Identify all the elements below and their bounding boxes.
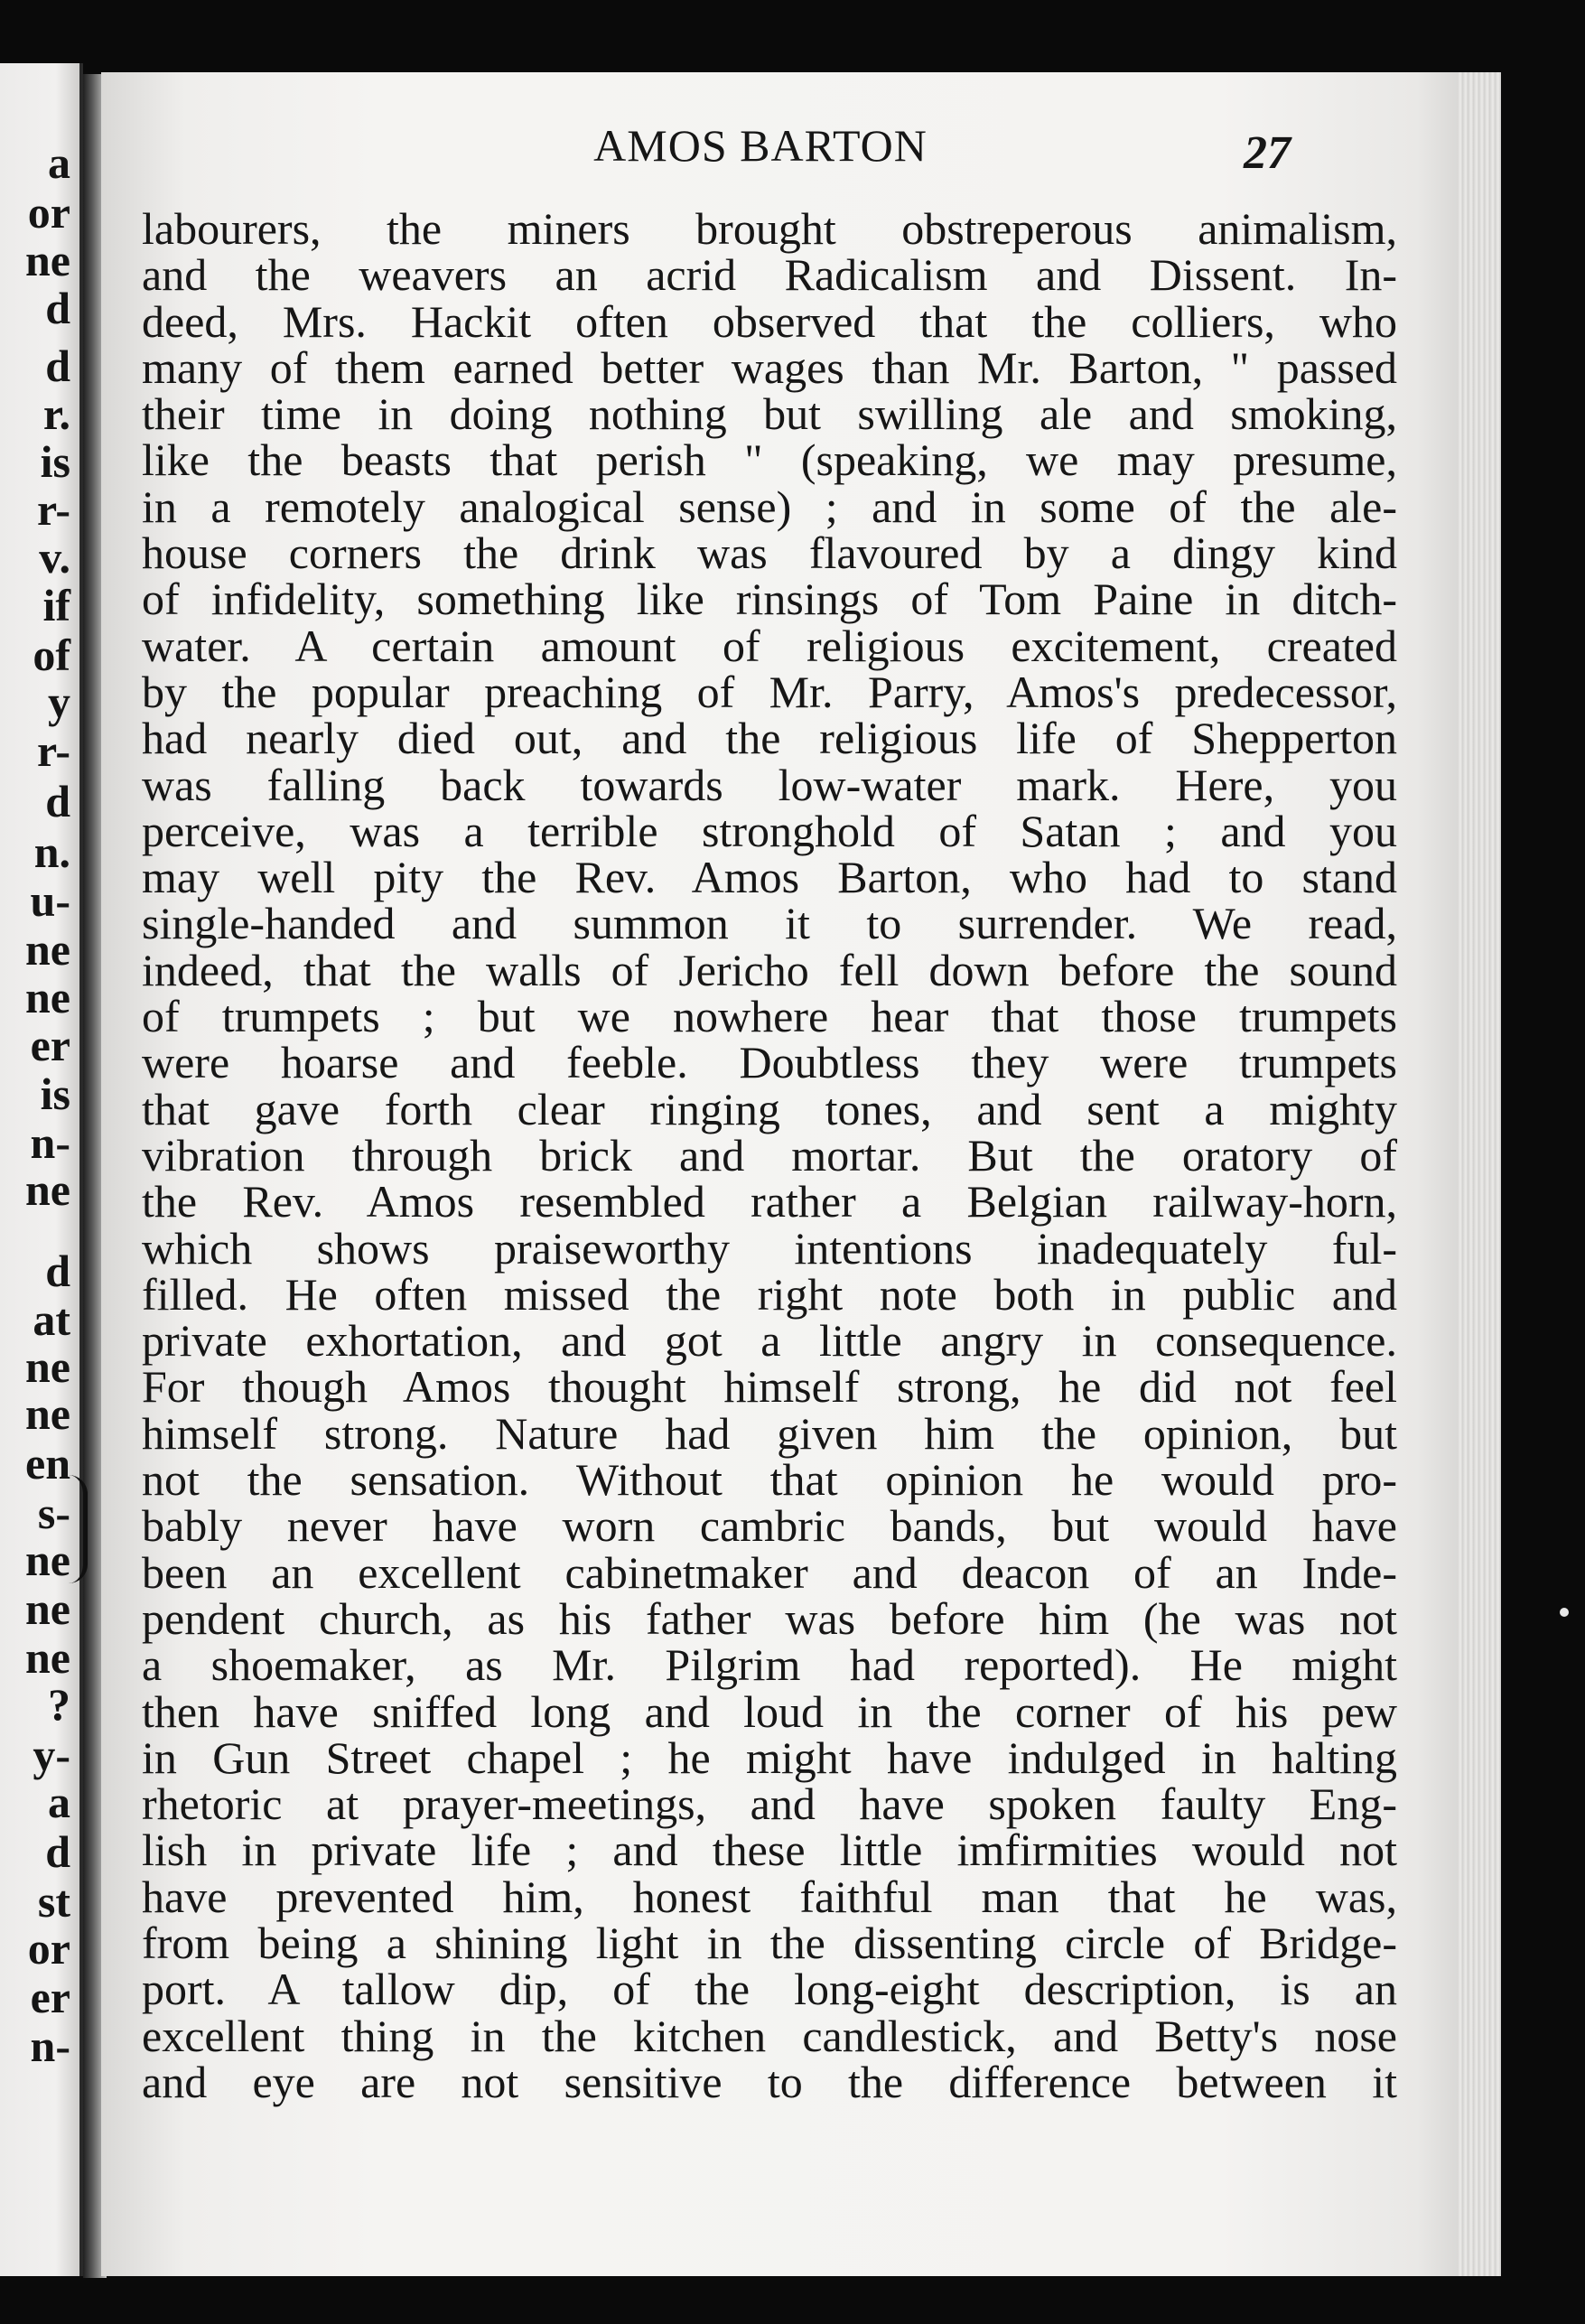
running-head: AMOS BARTON — [593, 120, 928, 171]
facing-page-fragment: ne — [25, 1583, 70, 1634]
facing-page-fragment: d — [45, 341, 70, 391]
facing-page-fragment: y — [48, 677, 70, 727]
body-text — [142, 203, 1397, 2107]
text-line: their time in doing nothing but swilling ale and smoking, — [142, 388, 1397, 440]
text-line: were hoarse and feeble. Doubtless they were trumpets — [142, 1037, 1397, 1088]
facing-page-fragment: of — [33, 630, 70, 680]
facing-page-fragment: d — [45, 283, 70, 333]
text-line: from being a shining light in the dissenting circle of Bridge- — [142, 1917, 1397, 1968]
page-number: 27 — [1244, 127, 1291, 179]
facing-page-fragment: n- — [30, 2021, 70, 2071]
text-line: labourers, the miners brought obstreperous animalism, — [142, 203, 1397, 254]
text-line: port. A tallow dip, of the long-eight description, is an — [142, 1964, 1397, 2015]
text-line: of infidelity, something like rinsings of Tom Paine in ditch- — [142, 574, 1397, 625]
facing-page-fragment: ne — [25, 1535, 70, 1585]
facing-page-fragment: s- — [37, 1488, 70, 1538]
facing-page-fragment: d — [45, 1826, 70, 1877]
facing-page-fragment: er — [30, 1972, 70, 2022]
scan-speck — [1560, 1608, 1569, 1617]
text-line: that gave forth clear ringing tones, and sent a mighty — [142, 1083, 1397, 1134]
text-line: of trumpets ; but we nowhere hear that those trumpets — [142, 991, 1397, 1042]
facing-page-fragment: or — [27, 187, 70, 238]
facing-page-fragment: ne — [25, 924, 70, 975]
text-line: vibration through brick and mortar. But the oratory of — [142, 1129, 1397, 1181]
facing-page-fragment: d — [45, 776, 70, 826]
text-line: like the beasts that perish " (speaking, we may presume, — [142, 434, 1397, 486]
text-line: house corners the drink was flavoured by a dingy kind — [142, 527, 1397, 579]
text-line: perceive, was a terrible stronghold of Satan ; and you — [142, 805, 1397, 856]
text-line: not the sensation. Without that opinion he would pro- — [142, 1454, 1397, 1506]
page-stack-edge — [1458, 72, 1501, 2276]
text-line: have prevented him, honest faithful man that he was, — [142, 1871, 1397, 1922]
facing-page-fragment: y- — [33, 1730, 70, 1780]
facing-page-fragment: a — [48, 137, 70, 188]
facing-page-fragment: a — [48, 1777, 70, 1827]
facing-page-fragment: r- — [37, 484, 70, 535]
text-line: pendent church, as his father was before him (he was not — [142, 1592, 1397, 1644]
text-line: filled. He often missed the right note both in public and — [142, 1268, 1397, 1320]
text-line: the Rev. Amos resembled rather a Belgian railway-horn, — [142, 1176, 1397, 1227]
facing-page-fragment: at — [33, 1294, 70, 1345]
text-line: and the weavers an acrid Radicalism and Dissent. In- — [142, 249, 1397, 301]
facing-page-fragment: n. — [33, 826, 70, 877]
text-line: indeed, that the walls of Jericho fell down before the sound — [142, 944, 1397, 995]
text-line: lish in private life ; and these little imfirmities would not — [142, 1825, 1397, 1876]
facing-page-fragment: is — [40, 436, 70, 487]
text-line: single-handed and summon it to surrender. We read, — [142, 898, 1397, 949]
facing-page-fragment: ne — [25, 1632, 70, 1683]
facing-page-fragment: ne — [25, 235, 70, 285]
text-line: bably never have worn cambric bands, but would have — [142, 1500, 1397, 1552]
text-line: rhetoric at prayer-meetings, and have spoken faulty Eng- — [142, 1778, 1397, 1830]
facing-page-fragment: n- — [30, 1117, 70, 1168]
text-line: excellent thing in the kitchen candlestick, and Betty's nose — [142, 2010, 1397, 2061]
text-line: had nearly died out, and the religious life of Shepperton — [142, 713, 1397, 764]
facing-page-fragment: or — [27, 1923, 70, 1974]
facing-page-fragment: er — [30, 1020, 70, 1070]
facing-page-fragment: r. — [42, 388, 70, 439]
facing-page-fragment: en — [25, 1438, 70, 1489]
facing-page-fragment: is — [40, 1069, 70, 1119]
facing-page-fragment: d — [45, 1246, 70, 1296]
facing-page-edge — [0, 63, 83, 2276]
text-line: himself strong. Nature had given him the opinion, but — [142, 1407, 1397, 1459]
facing-page-fragment: ne — [25, 1341, 70, 1392]
facing-page-fragment: v. — [39, 532, 70, 583]
text-line: and eye are not sensitive to the difference between it — [142, 2056, 1397, 2107]
text-line: deed, Mrs. Hackit often observed that the colliers, who — [142, 295, 1397, 347]
text-line: a shoemaker, as Mr. Pilgrim had reported). He might — [142, 1639, 1397, 1691]
text-line: many of them earned better wages than Mr. Barton, " passed — [142, 341, 1397, 393]
facing-page-fragment: u- — [30, 875, 70, 926]
text-line: been an excellent cabinetmaker and deacon of an Inde- — [142, 1546, 1397, 1598]
facing-page-fragment: ne — [25, 1388, 70, 1439]
text-line: in Gun Street chapel ; he might have indulged in halting — [142, 1731, 1397, 1783]
facing-page-fragment: ne — [25, 1164, 70, 1215]
facing-page-fragment: st — [37, 1876, 70, 1927]
text-line: private exhortation, and got a little angry in consequence. — [142, 1315, 1397, 1367]
text-line: may well pity the Rev. Amos Barton, who had to stand — [142, 852, 1397, 903]
facing-page-fragment: ? — [48, 1679, 70, 1730]
facing-page-fragment: ne — [25, 972, 70, 1022]
text-line: water. A certain amount of religious excitement, created — [142, 620, 1397, 671]
facing-page-fragment: r- — [37, 725, 70, 776]
text-line: in a remotely analogical sense) ; and in some of the ale- — [142, 481, 1397, 532]
text-line: For though Amos thought himself strong, he did not feel — [142, 1361, 1397, 1413]
text-line: by the popular preaching of Mr. Parry, Amos's predecessor, — [142, 666, 1397, 717]
text-line: then have sniffed long and loud in the corner of his pew — [142, 1685, 1397, 1737]
bracket-mark — [69, 1475, 88, 1583]
text-line: which shows praiseworthy intentions inadequately ful- — [142, 1222, 1397, 1274]
facing-page-fragment: if — [42, 580, 70, 630]
facing-page-text-fragments — [0, 63, 83, 2276]
text-line: was falling back towards low-water mark. Here, you — [142, 759, 1397, 810]
book-page — [101, 72, 1501, 2276]
